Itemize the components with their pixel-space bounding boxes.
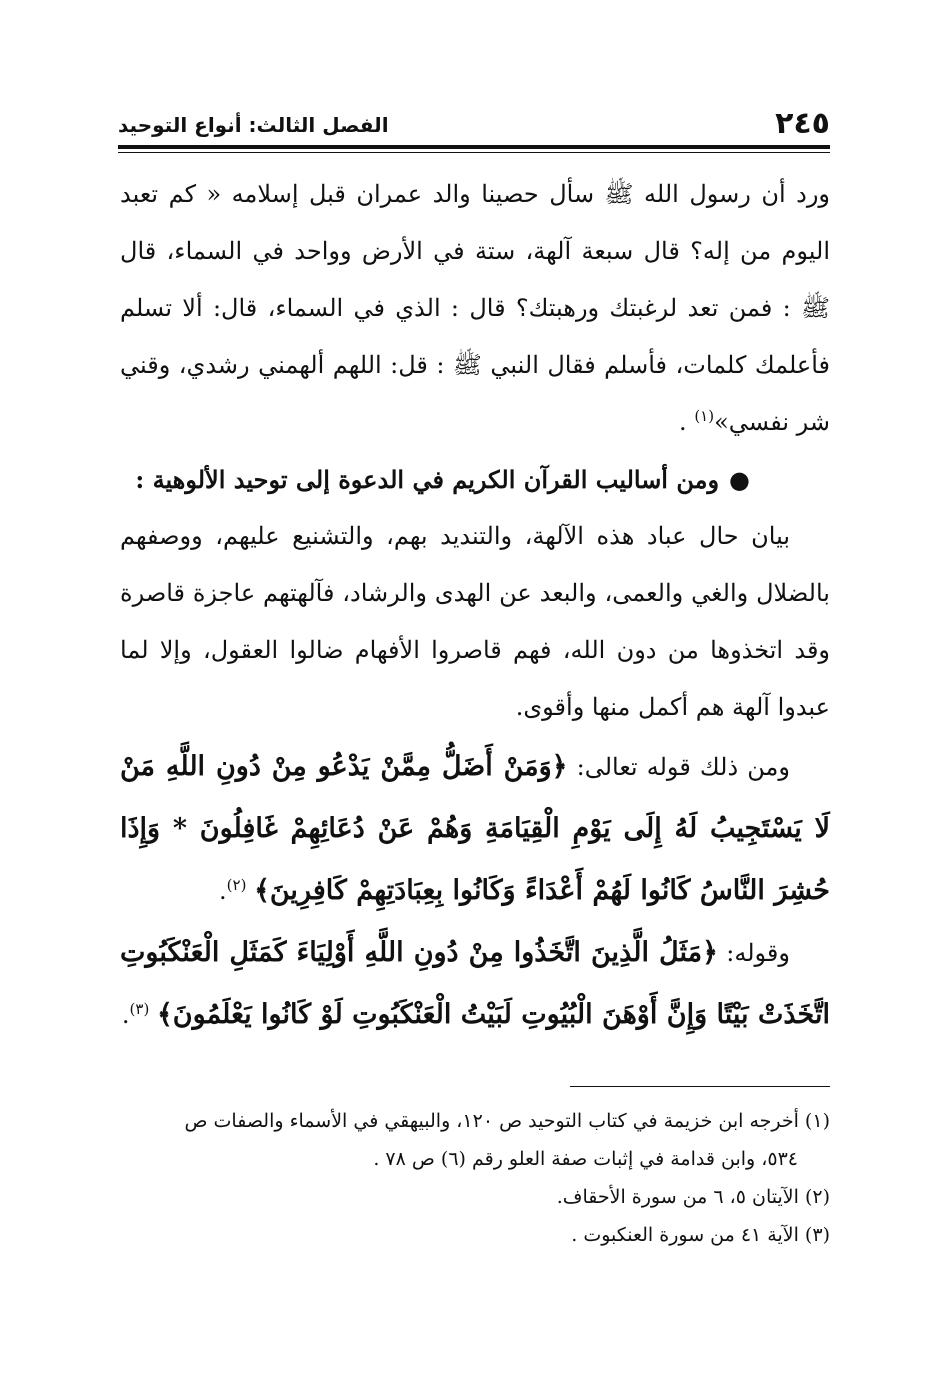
page-header [118,104,830,144]
header-rule-thin [118,152,830,153]
verse-2-end: . [121,1001,130,1029]
main-text [120,166,830,1046]
footnote-ref-2: (٢) [226,876,247,894]
paragraph-hadith [120,166,830,451]
paragraph-description: بيان حال عباد هذه الآلهة، والتنديد بهم، والتشنيع عليهم، ووصفهم بالضلال والغي والعمى، والبعد عن الهدى والرشاد، فآلهتهم عاجزة قاصرة وقد اتخذوها من دون الله، فهم قاصروا الأفهام ضالوا العقول، وإلا لما عبدوا آلهة هم أكمل منها وأقوى. [120,522,830,721]
running-title: الفصل الثالث: أنواع التوحيد [118,113,389,137]
footnote-1-continuation: ٥٣٤، وابن قدامة في إثبات صفة العلو رقم (٦) ص ٧٨ . [373,1148,798,1170]
footnote-ref-3: (٣) [129,1000,150,1018]
footnote-2: (٢) الآيتان ٥، ٦ من سورة الأحقاف. [556,1186,830,1208]
footnote-1 [120,1102,830,1140]
bullet-icon: ● [729,465,750,494]
footnotes [120,1102,830,1254]
section-heading [120,451,830,508]
footnote-3: (٣) الآية ٤١ من سورة العنكبوت . [571,1224,830,1246]
verse-1-end: . [219,877,227,905]
quran-verse-1: ﴿وَمَنْ أَضَلُّ مِمَّنْ يَدْعُو مِنْ دُونِ اللَّهِ مَنْ لَا يَسْتَجِيبُ لَهُ إِلَى يَوْمِ الْقِيَامَةِ وَهُمْ عَنْ دُعَائِهِمْ غَافِلُونَ * وَإِذَا حُشِرَ النَّاسُ كَانُوا لَهُمْ أَعْدَاءً وَكَانُوا بِعِبَادَتِهِمْ كَافِرِينَ﴾ [120,751,830,906]
footnote-separator [570,1086,830,1087]
hadith-end: . [679,408,687,436]
footnote-ref-1: (١) [694,407,715,425]
quran-verse-2: ﴿مَثَلُ الَّذِينَ اتَّخَذُوا مِنْ دُونِ اللَّهِ أَوْلِيَاءَ كَمَثَلِ الْعَنْكَبُوتِ اتَّخَذَتْ بَيْتًا وَإِنَّ أَوْهَنَ الْبُيُوتِ لَبَيْتُ الْعَنْكَبُوتِ لَوْ كَانُوا يَعْلَمُونَ﴾ [120,937,830,1030]
page-number: ٢٤٥ [775,106,830,141]
header-rule-thick [118,145,830,149]
verse-1-intro: ومن ذلك قوله تعالى: [576,753,790,781]
paragraph-verse-1 [120,736,830,922]
footnote-1-line-1: (١) أخرجه ابن خزيمة في كتاب التوحيد ص ١٢٠، والبيهقي في الأسماء والصفات ص [184,1110,830,1132]
paragraph-verse-2 [120,922,830,1046]
hadith-text: ورد أن رسول الله ﷺ سأل حصينا والد عمران قبل إسلامه « كم تعبد اليوم من إله؟ قال سبعة آلهة، ستة في الأرض وواحد في السماء، قال ﷺ : فمن تعد لرغبتك ورهبتك؟ قال : الذي في السماء، قال: ألا تسلم فأعلمك كلمات، فأسلم فقال النبي ﷺ : قل: اللهم ألهمني رشدي، وقني شر نفسي» [120,180,830,436]
verse-2-intro: وقوله: [726,939,790,967]
section-heading-text: ومن أساليب القرآن الكريم في الدعوة إلى توحيد الألوهية : [135,465,720,494]
